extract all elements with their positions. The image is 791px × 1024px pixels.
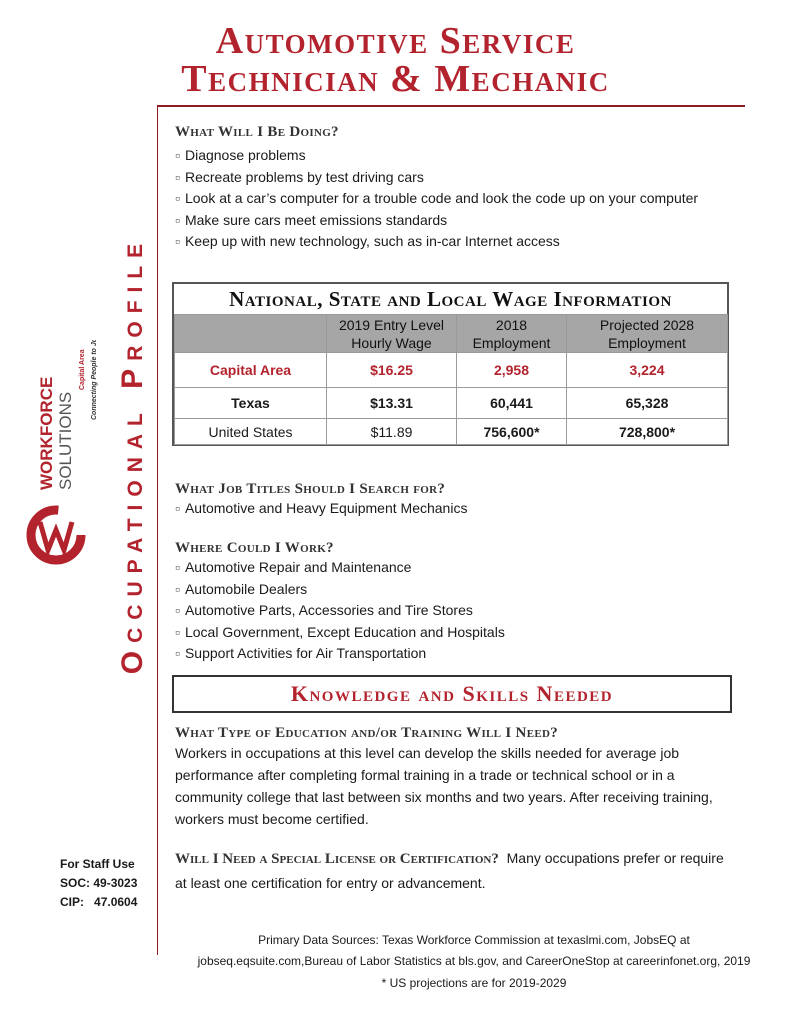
footer-note: * US projections are for 2019-2029	[381, 976, 567, 990]
vertical-title: Occupational Profile	[116, 235, 149, 675]
doing-list	[175, 145, 698, 253]
job-titles-heading: What Job Titles Should I Search for?	[175, 481, 446, 497]
table-header-cell: Projected 2028 Employment	[567, 315, 728, 353]
list-item: ▫ Automotive Parts, Accessories and Tire Stores	[175, 600, 505, 622]
list-item: ▫ Automotive Repair and Maintenance	[175, 557, 505, 579]
list-item: ▫ Local Government, Except Education and Hospitals	[175, 622, 505, 644]
table-row	[175, 388, 728, 419]
where-work-heading: Where Could I Work?	[175, 540, 334, 556]
table-cell: $16.25	[327, 353, 457, 388]
where-work-list	[175, 557, 505, 665]
logo-word-2: SOLUTIONS	[56, 391, 75, 490]
knowledge-skills-banner: Knowledge and Skills Needed	[172, 675, 732, 713]
cip-code: 47.0604	[94, 895, 138, 909]
table-cell: $13.31	[327, 388, 457, 419]
workforce-logo	[26, 340, 116, 570]
footer-sources-line-2: jobseq.eqsuite.com,Bureau of Labor Statistics at bls.gov, and CareerOneStop at careerinfonet.org, 2019	[197, 954, 751, 968]
staff-use-label: For Staff Use	[60, 857, 135, 871]
table-cell: 60,441	[457, 388, 567, 419]
footer-sources-line-1: Primary Data Sources: Texas Workforce Commission at texaslmi.com, JobsEQ at	[258, 933, 690, 947]
list-item: ▫ Automobile Dealers	[175, 579, 505, 601]
license-block	[175, 846, 735, 895]
list-item: ▫ Make sure cars meet emissions standards	[175, 210, 698, 232]
cip-label: CIP:	[60, 895, 84, 909]
license-text: Many occupations prefer or require at least one certification for entry or advancement.	[175, 850, 724, 891]
soc-code-row	[60, 874, 137, 893]
table-header-cell: 2019 Entry Level Hourly Wage	[327, 315, 457, 353]
table-cell: $11.89	[327, 419, 457, 445]
logo-mark-icon	[26, 340, 116, 570]
table-header-cell: 2018 Employment	[457, 315, 567, 353]
table-cell: Texas	[175, 388, 327, 419]
page-title	[0, 22, 791, 98]
list-item: ▫ Look at a car’s computer for a trouble code and look the code up on your computer	[175, 188, 698, 210]
table-header-row	[175, 315, 728, 353]
title-line-1: Automotive Service	[215, 20, 576, 62]
table-cell: United States	[175, 419, 327, 445]
header-divider	[157, 105, 745, 107]
table-cell: 2,958	[457, 353, 567, 388]
job-titles-list	[175, 498, 467, 520]
doing-heading: What Will I Be Doing?	[175, 124, 339, 140]
wage-table-title: National, State and Local Wage Information	[229, 287, 672, 311]
list-item: ▫ Support Activities for Air Transportation	[175, 643, 505, 665]
table-cell: 728,800*	[567, 419, 728, 445]
license-heading: Will I Need a Special License or Certification?	[175, 851, 499, 867]
soc-label: SOC:	[60, 876, 90, 890]
list-item: ▫ Recreate problems by test driving cars	[175, 167, 698, 189]
logo-tagline: Connecting People to Jobs	[91, 340, 98, 420]
logo-word-1: WORKFORCE	[37, 376, 56, 490]
logo-region: Capital Area	[79, 349, 86, 390]
list-item: ▫ Automotive and Heavy Equipment Mechanics	[175, 498, 467, 520]
list-item: ▫ Diagnose problems	[175, 145, 698, 167]
staff-use-block	[60, 855, 137, 912]
table-cell: 65,328	[567, 388, 728, 419]
table-cell: 3,224	[567, 353, 728, 388]
table-cell: 756,600*	[457, 419, 567, 445]
list-item: ▫ Keep up with new technology, such as in-car Internet access	[175, 231, 698, 253]
table-header-cell	[175, 315, 327, 353]
table-row	[175, 353, 728, 388]
wage-table	[172, 282, 729, 446]
education-heading: What Type of Education and/or Training Will I Need?	[175, 725, 559, 741]
cip-code-row	[60, 893, 137, 912]
education-text: Workers in occupations at this level can develop the skills needed for average job performance after completing formal training in a trade or technical school or in a community college that last between six months and two years. After receiving training, workers must become certified.	[175, 745, 713, 827]
table-cell: Capital Area	[175, 353, 327, 388]
soc-code: 49-3023	[93, 876, 138, 890]
left-divider	[157, 105, 158, 955]
table-row	[175, 419, 728, 445]
title-line-2: Technician & Mechanic	[181, 58, 610, 100]
